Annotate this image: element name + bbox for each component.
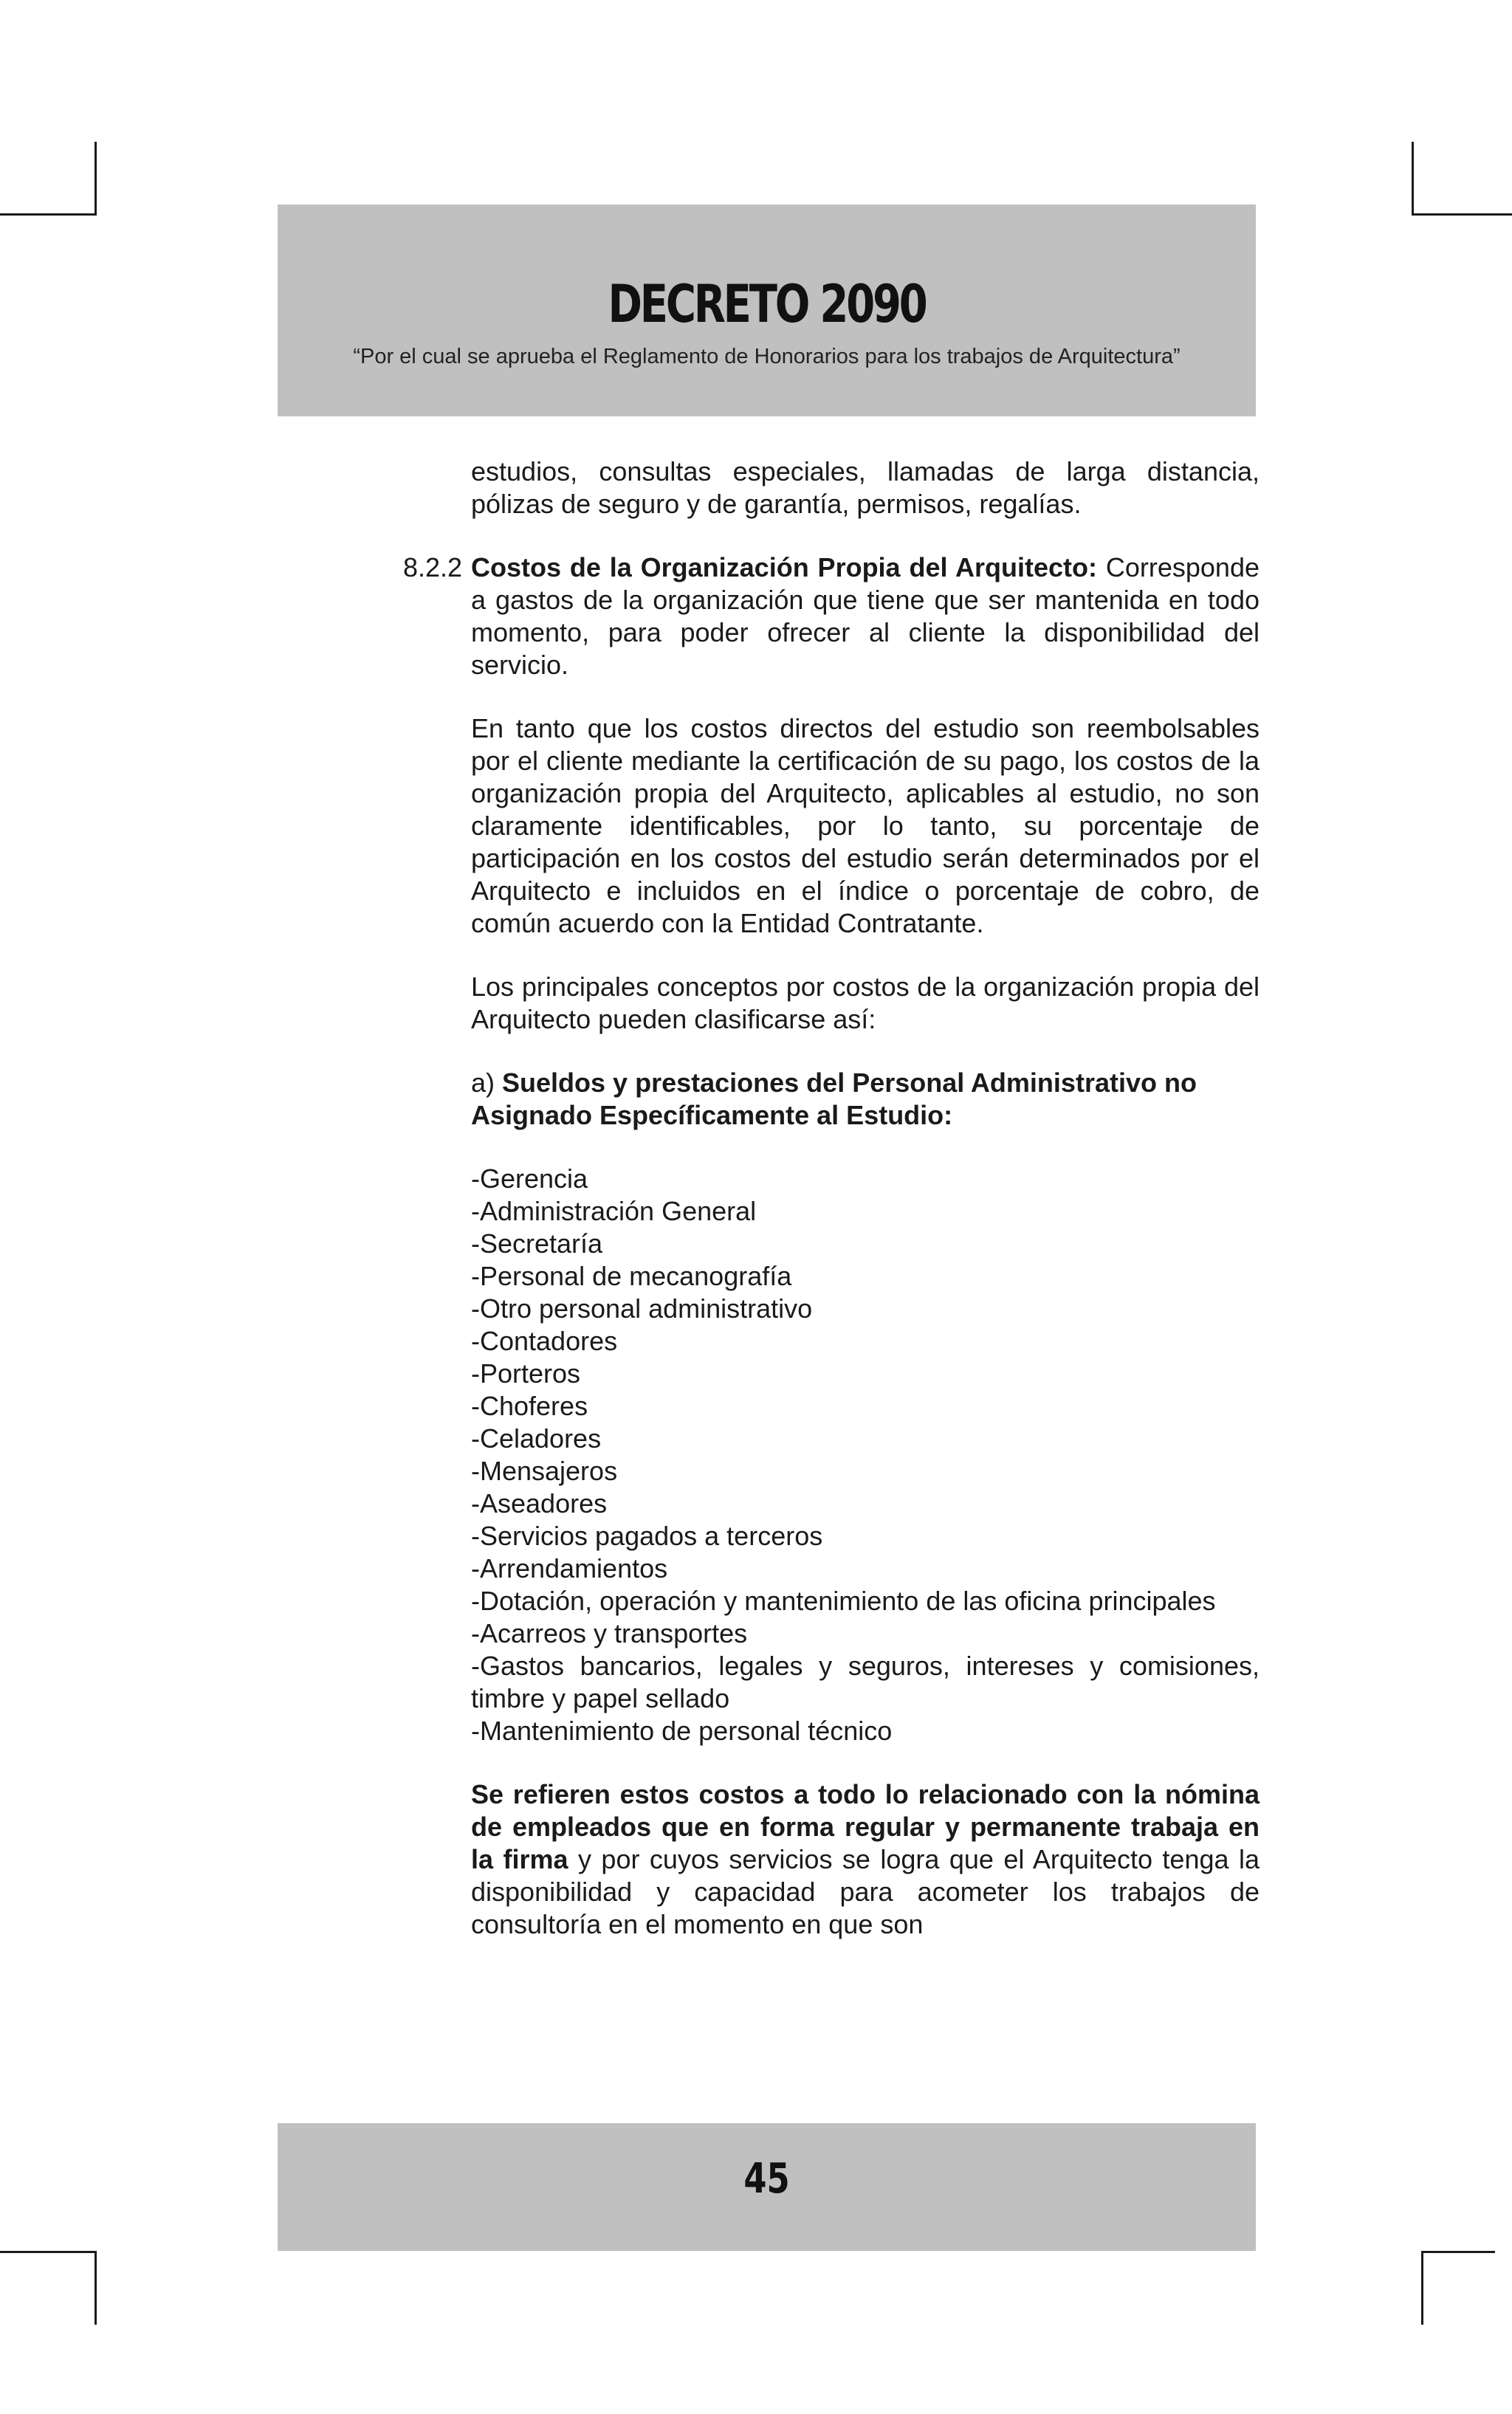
list-item: -Personal de mecanografía: [471, 1261, 792, 1291]
section-paragraph: [471, 551, 1260, 681]
list-item: -Contadores: [471, 1326, 618, 1356]
list-item: -Gerencia: [471, 1163, 588, 1194]
item-a-heading: Sueldos y prestaciones del Personal Administrativo no Asignado Específicamente al Estudio:: [471, 1067, 1197, 1130]
closing-bold-text: Se refieren estos costos a todo lo relacionado con la nómina de empleados que en forma regular y permanente trabaja en la firma: [471, 1779, 1260, 1874]
crop-mark-top-right-h: [1412, 213, 1512, 216]
section-8-2-2: [403, 551, 1260, 681]
closing-paragraph: [471, 1778, 1260, 1941]
list-item: -Secretaría: [471, 1228, 603, 1259]
section-text: Corresponde a gastos de la organización que tiene que ser mantenida en todo momento, para poder ofrecer al cliente la disponibilidad del servicio.: [471, 552, 1260, 680]
crop-mark-bottom-left-h: [0, 2251, 97, 2253]
list-item: -Choferes: [471, 1391, 588, 1421]
section-heading: Costos de la Organización Propia del Arquitecto:: [471, 552, 1097, 582]
crop-mark-top-left-h: [0, 213, 97, 216]
paragraph-concepts: Los principales conceptos por costos de la organización propia del Arquitecto pueden clasificarse así:: [471, 972, 1260, 1034]
document-subtitle: “Por el cual se aprueba el Reglamento de Honorarios para los trabajos de Arquitectura”: [353, 345, 1181, 368]
crop-mark-top-left-v: [94, 142, 97, 216]
list-item: -Mensajeros: [471, 1456, 618, 1486]
cost-concepts-list: [471, 1163, 1260, 1747]
closing-text: y por cuyos servicios se logra que el Arquitecto tenga la disponibilidad y capacidad para acometer los trabajos de consultoría en el momento en que son: [471, 1844, 1260, 1939]
item-a: [471, 1067, 1260, 1132]
crop-mark-bottom-right-v: [1421, 2251, 1423, 2325]
item-a-marker: a): [471, 1067, 495, 1098]
list-item: -Dotación, operación y mantenimiento de las oficina principales: [471, 1586, 1216, 1616]
crop-mark-bottom-left-v: [94, 2251, 97, 2325]
section-number: 8.2.2: [403, 552, 463, 582]
crop-mark-bottom-right-h: [1421, 2251, 1495, 2253]
list-item: -Administración General: [471, 1196, 757, 1226]
page-content: [403, 455, 1260, 1941]
list-item: -Celadores: [471, 1423, 602, 1454]
list-item: -Otro personal administrativo: [471, 1293, 813, 1324]
list-item: -Porteros: [471, 1358, 581, 1389]
crop-mark-top-right-v: [1412, 142, 1414, 216]
list-item: -Gastos bancarios, legales y seguros, intereses y comisiones, timbre y papel sellado: [471, 1651, 1260, 1713]
list-item: -Arrendamientos: [471, 1553, 668, 1583]
paragraph-costs: En tanto que los costos directos del estudio son reembolsables por el cliente mediante la certificación de su pago, los costos de la organización propia del Arquitecto, aplicables al estudio, no son claramente identificables, por lo tanto, su porcentaje de participación en los costos del estudio serán determinados por el Arquitecto e incluidos en el índice o porcentaje de cobro, de común acuerdo con la Entidad Contratante.: [471, 713, 1260, 938]
header-band: [278, 204, 1256, 416]
list-item: -Servicios pagados a terceros: [471, 1521, 823, 1551]
list-item: -Acarreos y transportes: [471, 1618, 748, 1648]
intro-continuation: estudios, consultas especiales, llamadas de larga distancia, pólizas de seguro y de garantía, permisos, regalías.: [471, 456, 1260, 519]
footer-band: [278, 2123, 1256, 2251]
document-title: DECRETO 2090: [608, 274, 926, 334]
list-item: -Aseadores: [471, 1488, 608, 1519]
page-number: 45: [743, 2155, 790, 2203]
list-item: -Mantenimiento de personal técnico: [471, 1716, 893, 1746]
